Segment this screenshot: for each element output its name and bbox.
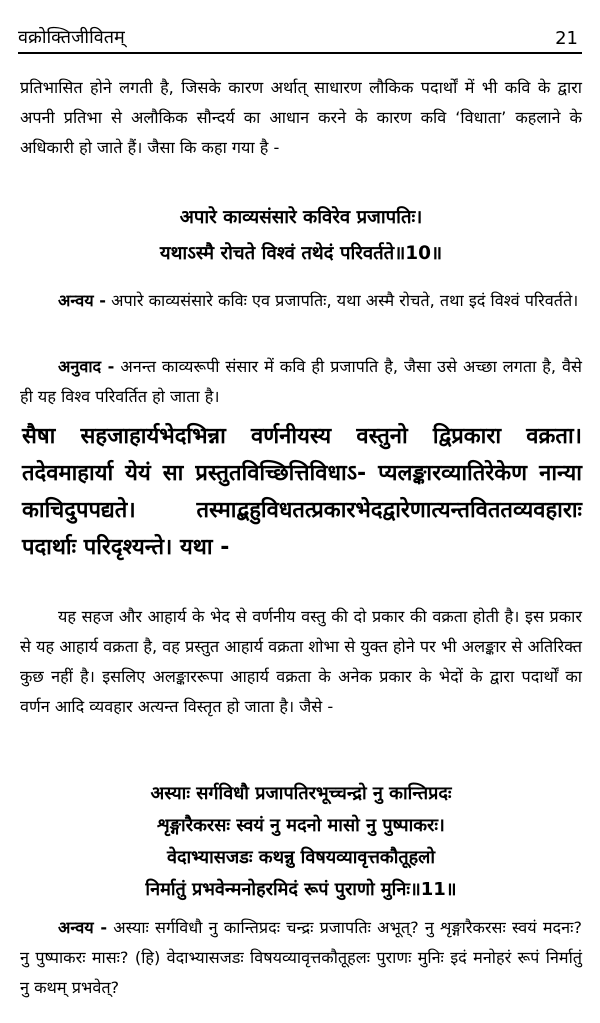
anuvada-10-text: अनन्त काव्यरूपी संसार में कवि ही प्रजापति है, जैसा उसे अच्छा लगता है, वैसे ही यह विश्व परिवर्तित हो जाता है। <box>20 357 582 406</box>
anuvada-10-label: अनुवाद - <box>58 357 115 376</box>
karika-block <box>22 418 582 566</box>
verse-11-line-3: वेदाभ्यासजडः कथन्नु विषयव्यावृत्तकौतूहलो <box>166 847 436 868</box>
intro-paragraph-block <box>20 73 582 163</box>
anvaya-10-block <box>20 286 582 316</box>
verse-11-line-1: अस्याः सर्गविधौ प्रजापतिरभूच्चन्द्रो नु कान्तिप्रदः <box>150 783 452 804</box>
anvaya-11-label: अन्वय - <box>58 918 108 937</box>
anvaya-11-block <box>20 913 582 1003</box>
explanation-block <box>20 602 582 722</box>
explanation-paragraph: यह सहज और आहार्य के भेद से वर्णनीय वस्तु की दो प्रकार की वक्रता होती है। इस प्रकार से यह आहार्य वक्रता है, वह प्रस्तुत आहार्य वक्रता शोभा से युक्त होने पर भी अलङ्कार से अतिरिक्त कुछ नहीं है। इसलिए अलङ्काररूपा आहार्य वक्रता के अनेक प्रकार के भेदों के द्वारा पदार्थों का वर्णन आदि व्यवहार अत्यन्त विस्तृत हो जाता है। जैसे - <box>20 607 582 716</box>
anuvada-10 <box>20 352 582 412</box>
karika-text: सैषा सहजाहार्यभेदभिन्ना वर्णनीयस्य वस्तुनो द्विप्रकारा वक्रता। तदेवमाहार्या येयं सा प्रस्तुतविच्छित्तिविधाऽ- प्यलङ्कारव्यातिरेकेण नान्या काचिदुपपद्यते। तस्माद्बहुविधतत्प्रकारभेदद्वारेणात्यन्तविततव्यवहाराः पदार्थाः परिदृश्यन्ते। यथा - <box>22 424 582 560</box>
anvaya-10-text: अपारे काव्यसंसारे कविः एव प्रजापतिः, यथा अस्मै रोचते, तथा इदं विश्वं परिवर्तते। <box>105 291 579 310</box>
intro-paragraph: प्रतिभासित होने लगती है, जिसके कारण अर्थात् साधारण लौकिक पदार्थों में भी कवि के द्वारा अपनी प्रतिभा से अलौकिक सौन्दर्य का आधान करने के कारण कवि ‘विधाता’ कहलाने के अधिकारी हो जाते हैं। जैसा कि कहा गया है - <box>20 78 582 157</box>
header-title: वक्रोक्तिजीवितम् <box>18 27 125 48</box>
anuvada-10-block <box>20 352 582 412</box>
verse-11 <box>20 778 582 906</box>
verse-11-line-2: शृङ्गारैकरसः स्वयं नु मदनो मासो नु पुष्पाकरः। <box>157 815 445 836</box>
page-number: 21 <box>555 28 578 49</box>
running-header <box>18 18 582 54</box>
verse-10-line-2: यथाऽस्मै रोचते विश्वं तथेदं परिवर्तते॥10॥ <box>159 243 443 264</box>
verse-10 <box>20 200 582 272</box>
anvaya-11 <box>20 913 582 1003</box>
verse-10-line-1: अपारे काव्यसंसारे कविरेव प्रजापतिः। <box>179 207 423 228</box>
anvaya-10 <box>20 286 582 316</box>
anvaya-11-text: अस्याः सर्गविधौ नु कान्तिप्रदः चन्द्रः प्रजापतिः अभूत्? नु शृङ्गारैकरसः स्वयं मदनः? नु पुष्पाकरः मासः? (हि) वेदाभ्यासजडः विषयव्यावृत्तकौतूहलः पुराणः मुनिः इदं मनोहरं रूपं निर्मातुं नु कथम् प्रभवेत्? <box>20 918 583 997</box>
verse-11-line-4: निर्मातुं प्रभवेन्मनोहरमिदं रूपं पुराणो मुनिः॥11॥ <box>145 879 457 900</box>
anvaya-10-label: अन्वय - <box>58 291 106 310</box>
